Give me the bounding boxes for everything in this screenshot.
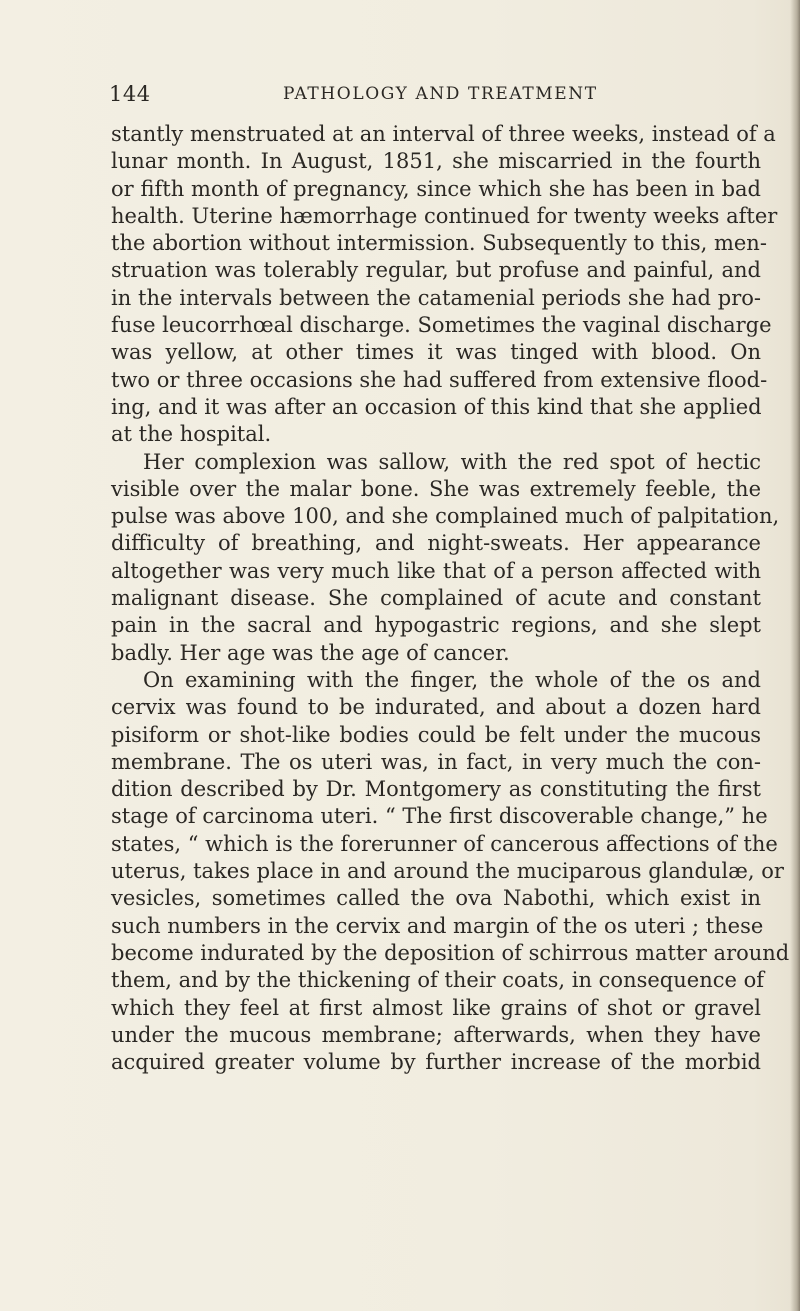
text-line: badly. Her age was the age of cancer. [111, 640, 510, 665]
text-line: stage of carcinoma uteri. “ The first discoverable change,” he [111, 804, 768, 829]
text-line: the abortion without intermission. Subsequently to this, men- [111, 231, 767, 256]
text-line: acquired greater volume by further increase of the morbid [111, 1050, 761, 1075]
text-line: pulse was above 100, and she complained much of palpitation, [111, 504, 780, 529]
text-line: which they feel at first almost like grains of shot or gravel [111, 995, 761, 1020]
text-line: under the mucous membrane; afterwards, when they have [111, 1022, 761, 1047]
text-line: states, “ which is the forerunner of cancerous affections of the [111, 831, 778, 856]
paragraph-start-line: Her complexion was sallow, with the red spot of hectic [143, 449, 761, 474]
text-line: was yellow, at other times it was tinged with blood. On [111, 340, 761, 365]
text-line: pain in the sacral and hypogastric regions, and she slept [111, 613, 761, 638]
text-line: altogether was very much like that of a person affected with [111, 558, 761, 583]
page-number: 144 [109, 82, 151, 106]
text-line: pisiform or shot-like bodies could be felt under the mucous [111, 722, 761, 747]
text-line: in the intervals between the catamenial periods she had pro- [111, 285, 761, 310]
text-line: at the hospital. [111, 422, 272, 447]
page-edge-shadow [790, 0, 800, 1311]
text-line: membrane. The os uteri was, in fact, in very much the con- [111, 749, 761, 774]
text-line: struation was tolerably regular, but profuse and painful, and [111, 258, 761, 283]
text-line: become indurated by the deposition of schirrous matter around [111, 940, 790, 965]
text-line: vesicles, sometimes called the ova Nabothi, which exist in [111, 886, 761, 911]
text-line: them, and by the thickening of their coats, in consequence of [111, 968, 764, 993]
paragraph-start-line: On examining with the finger, the whole of the os and [143, 667, 761, 692]
text-line: two or three occasions she had suffered from extensive flood- [111, 367, 768, 392]
text-line: difficulty of breathing, and night-sweats. Her appearance [111, 531, 761, 556]
text-line: visible over the malar bone. She was extremely feeble, the [111, 476, 761, 501]
text-line: fuse leucorrhœal discharge. Sometimes the vaginal discharge [111, 313, 772, 338]
running-head: PATHOLOGY AND TREATMENT [283, 84, 598, 104]
text-line: such numbers in the cervix and margin of the os uteri ; these [111, 913, 764, 938]
text-line: dition described by Dr. Montgomery as constituting the first [111, 777, 761, 802]
text-line: or fifth month of pregnancy, since which she has been in bad [111, 176, 761, 201]
text-line: stantly menstruated at an interval of three weeks, instead of a [111, 122, 776, 146]
body-text [111, 121, 790, 1076]
page-header [0, 82, 800, 112]
text-line: ing, and it was after an occasion of this kind that she applied [111, 394, 762, 419]
text-line: uterus, takes place in and around the muciparous glandulæ, or [111, 859, 784, 884]
text-line: lunar month. In August, 1851, she miscarried in the fourth [111, 149, 761, 174]
text-line: cervix was found to be indurated, and about a dozen hard [111, 695, 761, 720]
text-line: malignant disease. She complained of acute and constant [111, 586, 761, 611]
text-line: health. Uterine hæmorrhage continued for twenty weeks after [111, 203, 778, 228]
